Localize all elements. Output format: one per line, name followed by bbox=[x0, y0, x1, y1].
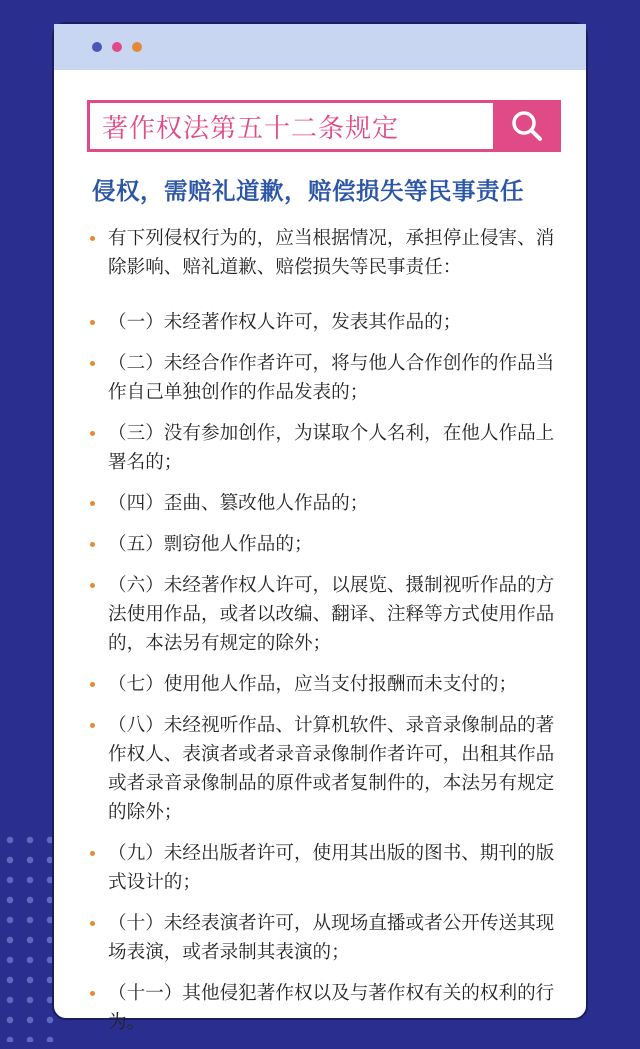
list-item bbox=[88, 489, 558, 518]
list-item-text: （六）未经著作权人许可，以展览、摄制视听作品的方法使用作品，或者以改编、翻译、注释等方式使用作品的，本法另有规定的除外； bbox=[108, 575, 555, 654]
list-item bbox=[88, 711, 558, 827]
window-dot-blue bbox=[92, 42, 102, 52]
list-item bbox=[88, 224, 558, 282]
list-item-text: （九）未经出版者许可，使用其出版的图书、期刊的版式设计的； bbox=[108, 843, 555, 893]
list-item-text: （十）未经表演者许可，从现场直播或者公开传送其现场表演，或者录制其表演的； bbox=[108, 913, 555, 963]
bullet-dot bbox=[90, 501, 95, 506]
section-subtitle: 侵权，需赔礼道歉，赔偿损失等民事责任 bbox=[92, 177, 524, 205]
bullet-dot bbox=[90, 991, 95, 996]
list-item bbox=[88, 308, 558, 337]
bullet-dot bbox=[90, 361, 95, 366]
search-bar bbox=[87, 100, 561, 152]
list-item-text: （十一）其他侵犯著作权以及与著作权有关的权利的行为。 bbox=[108, 983, 555, 1033]
window-dot-orange bbox=[132, 42, 142, 52]
list-item bbox=[88, 839, 558, 897]
bullet-dot bbox=[90, 431, 95, 436]
list-item bbox=[88, 530, 558, 559]
bullet-dot bbox=[90, 236, 95, 241]
bullet-dot bbox=[90, 320, 95, 325]
bullet-dot bbox=[90, 583, 95, 588]
list-item bbox=[88, 670, 558, 699]
bullet-dot bbox=[90, 682, 95, 687]
list-item-text: （四）歪曲、篡改他人作品的； bbox=[108, 493, 369, 514]
bullet-dot bbox=[90, 921, 95, 926]
bullet-dot bbox=[90, 851, 95, 856]
list-item-text: （一）未经著作权人许可，发表其作品的； bbox=[108, 312, 462, 333]
list-item-text: （三）没有参加创作，为谋取个人名利，在他人作品上署名的； bbox=[108, 423, 555, 473]
list-item-text: （二）未经合作作者许可，将与他人合作创作的作品当作自己单独创作的作品发表的； bbox=[108, 353, 555, 403]
list-item bbox=[88, 571, 558, 658]
window-dot-pink bbox=[112, 42, 122, 52]
browser-window bbox=[52, 22, 588, 1033]
bullet-dot bbox=[90, 542, 95, 547]
decorative-dots bbox=[0, 830, 60, 1042]
list-item bbox=[88, 909, 558, 967]
provision-list bbox=[88, 224, 558, 1049]
bullet-dot bbox=[90, 723, 95, 728]
list-item bbox=[88, 349, 558, 407]
list-item-text: 有下列侵权行为的，应当根据情况，承担停止侵害、消除影响、赔礼道歉、赔偿损失等民事责任： bbox=[108, 228, 555, 278]
list-item-text: （八）未经视听作品、计算机软件、录音录像制品的著作权人、表演者或者录音录像制作者许可，出租其作品或者录音录像制品的原件或者复制件的，本法另有规定的除外； bbox=[108, 715, 555, 823]
search-icon bbox=[509, 108, 545, 144]
list-item bbox=[88, 419, 558, 477]
window-titlebar bbox=[54, 24, 586, 70]
list-item bbox=[88, 979, 558, 1037]
list-item-text: （五）剽窃他人作品的； bbox=[108, 534, 313, 555]
search-button[interactable] bbox=[493, 100, 561, 152]
list-item-text: （七）使用他人作品，应当支付报酬而未支付的； bbox=[108, 674, 518, 695]
search-input[interactable]: 著作权法第五十二条规定 bbox=[87, 100, 493, 152]
